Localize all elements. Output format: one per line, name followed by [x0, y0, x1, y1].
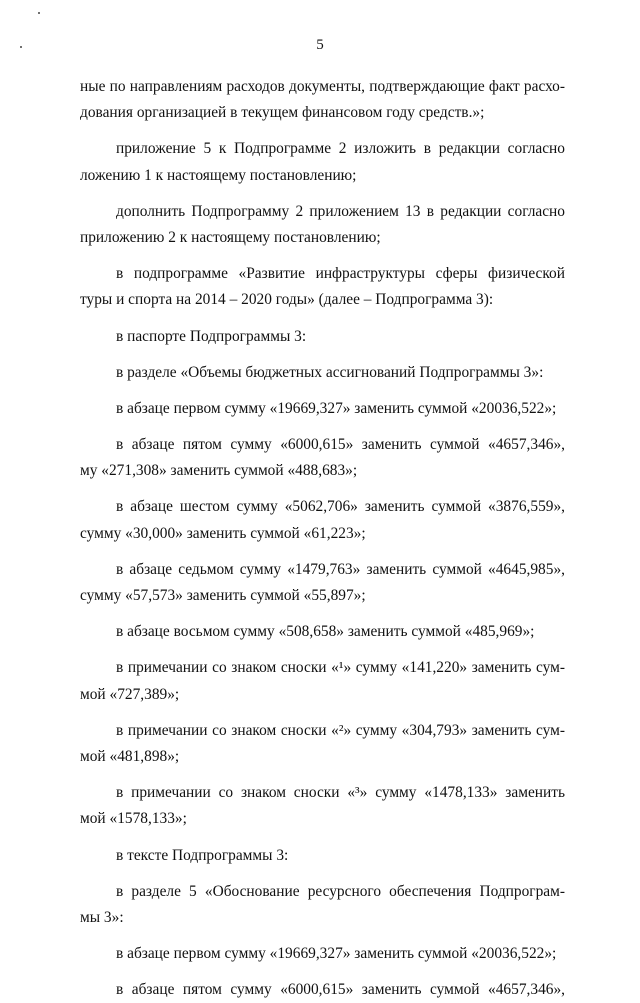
text-line: туры и спорта на 2014 – 2020 годы» (далее – Подпрограмма 3):: [80, 291, 494, 309]
text-line: мы 3»:: [80, 908, 124, 926]
text-line: мой «727,389»;: [80, 685, 180, 703]
text-line: в подпрограмме «Развитие инфраструктуры сферы физической: [116, 265, 565, 283]
text-line: в примечании со знаком сноски «³» сумму «1478,133» заменить: [116, 784, 565, 802]
text-line: му «271,308» заменить суммой «488,683»;: [80, 462, 358, 480]
text-line: в тексте Подпрограммы 3:: [116, 846, 289, 864]
text-line: в паспорте Подпрограммы 3:: [116, 327, 307, 345]
document-body: [80, 74, 565, 1003]
text-line: в абзаце первом сумму «19669,327» заменить суммой «20036,522»;: [116, 945, 557, 963]
text-line: ложению 1 к настоящему постановлению;: [80, 166, 357, 184]
text-line: в примечании со знаком сноски «²» сумму «304,793» заменить сум-: [116, 721, 565, 739]
text-line: в абзаце шестом сумму «5062,706» заменить суммой «3876,559»,: [116, 498, 565, 516]
text-line: сумму «57,573» заменить суммой «55,897»;: [80, 587, 366, 604]
text-line: в абзаце первом сумму «19669,327» заменить суммой «20036,522»;: [116, 399, 557, 417]
text-line: в абзаце пятом сумму «6000,615» заменить суммой «4657,346»,: [116, 436, 565, 454]
page-number: 5: [316, 37, 324, 53]
text-line: ные по направлениям расходов документы, подтверждающие факт расхо-: [80, 78, 565, 95]
text-line: мой «1578,133»;: [80, 810, 187, 828]
text-line: приложению 2 к настоящему постановлению;: [80, 228, 381, 246]
text-line: в абзаце пятом сумму «6000,615» заменить суммой «4657,346»,: [116, 981, 565, 999]
text-line: в разделе 5 «Обоснование ресурсного обеспечения Подпрограм-: [116, 882, 565, 900]
text-line: в абзаце седьмом сумму «1479,763» заменить суммой «4645,985»,: [116, 560, 565, 578]
text-line: в примечании со знаком сноски «¹» сумму «141,220» заменить сум-: [116, 659, 565, 677]
text-line: приложение 5 к Подпрограмме 2 изложить в редакции согласно: [116, 140, 565, 158]
text-line: сумму «30,000» заменить суммой «61,223»;: [80, 524, 366, 542]
text-line: дования организацией в текущем финансовом году средств.»;: [80, 104, 485, 122]
text-line: в разделе «Объемы бюджетных ассигнований Подпрограммы 3»:: [116, 363, 544, 381]
scan-speck: [38, 12, 40, 14]
text-line: мой «481,898»;: [80, 747, 180, 765]
text-line: дополнить Подпрограмму 2 приложением 13 в редакции согласно: [116, 202, 565, 220]
text-line: в абзаце восьмом сумму «508,658» заменить суммой «485,969»;: [116, 623, 535, 641]
